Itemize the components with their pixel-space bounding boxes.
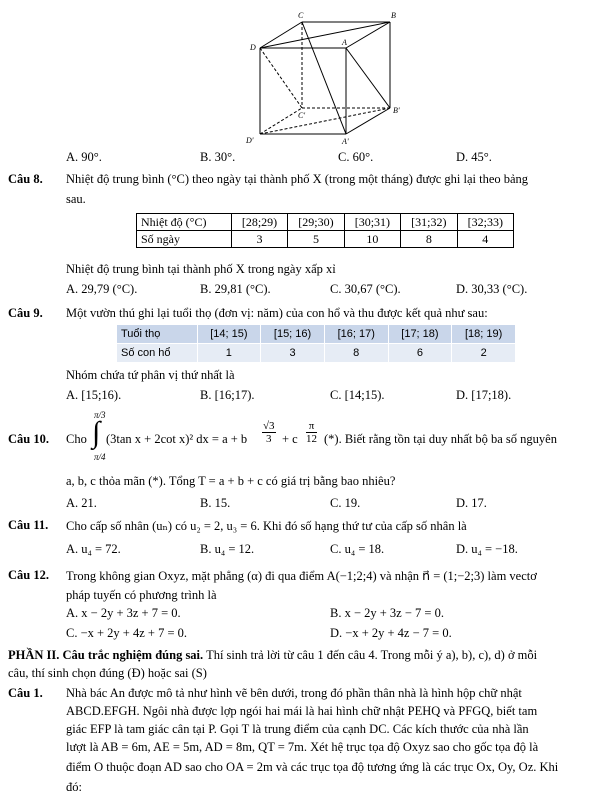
q10-option-c[interactable]: C. 19. <box>330 496 361 510</box>
q8-th-5: [32;33) <box>457 214 513 231</box>
q8-text-line1: Nhiệt độ trung bình (°C) theo ngày tại thành phố X (trong một tháng) được ghi lại theo bảng <box>66 172 529 186</box>
q10-tail: (*). Biết rằng tồn tại duy nhất bộ ba số nguyên <box>324 432 557 446</box>
p2q1-line-1: Nhà bác An được mô tả như hình vẽ bên dưới, trong đó phần thân nhà là hình hộp chữ nhật <box>66 686 522 700</box>
q9-table-header-row <box>117 325 516 344</box>
q9-th-5: [18; 19) <box>452 325 516 344</box>
q7-option-a[interactable]: A. 90°. <box>66 150 102 164</box>
q9-td-5: 2 <box>452 344 516 363</box>
p2q1-label: Câu 1. <box>8 686 43 700</box>
q10-option-b[interactable]: B. 15. <box>200 496 231 510</box>
p2q1-line-5: điểm O thuộc đoạn AD sao cho OA = 2m và các trục tọa độ tương ứng là các trục Ox, Oy, Oz. Khi <box>66 760 559 774</box>
q9-td-0: Số con hổ <box>117 344 198 363</box>
q8-table <box>136 213 514 248</box>
q10-frac-sqrt3-den: 3 <box>266 433 272 445</box>
label-c1: C' <box>298 111 306 120</box>
q9-th-0: Tuổi thọ <box>117 325 198 344</box>
q8-option-c[interactable]: C. 30,67 (°C). <box>330 282 401 296</box>
label-b: B <box>391 11 396 20</box>
diag-d1b1-hidden <box>260 108 390 134</box>
q8-option-b[interactable]: B. 29,81 (°C). <box>200 282 271 296</box>
q8-text-line2: sau. <box>66 192 86 206</box>
q9-td-4: 6 <box>388 344 452 363</box>
q9-table-data-row <box>117 344 516 363</box>
q10-plus-c: + c <box>282 432 298 446</box>
q10-frac-sqrt3-num: √3 <box>263 420 275 432</box>
label-a: A <box>342 38 347 47</box>
label-a1: A' <box>342 137 349 146</box>
part2-text2: câu, thí sinh chọn đúng (Đ) hoặc sai (S) <box>8 666 207 680</box>
q7-option-b[interactable]: B. 30°. <box>200 150 236 164</box>
cube-figure <box>238 8 418 150</box>
q10-cho: Cho <box>66 432 87 446</box>
label-d1: D' <box>246 136 254 145</box>
q8-th-2: [29;30) <box>288 214 344 231</box>
q11-label: Câu 11. <box>8 518 49 532</box>
q9-td-3: 8 <box>324 344 388 363</box>
q10-frac-pi-den: 12 <box>306 433 317 445</box>
q9-option-a[interactable]: A. [15;16). <box>66 388 122 402</box>
diag-ab1 <box>346 48 390 108</box>
q8-td-3: 10 <box>344 231 400 248</box>
q9-td-2: 3 <box>261 344 325 363</box>
q10-frac-pi-num: π <box>306 420 317 433</box>
q8-td-4: 8 <box>401 231 457 248</box>
q12-text-line1: Trong không gian Oxyz, mặt phẳng (α) đi qua điểm A(−1;2;4) và nhận n⃗ = (1;−2;3) làm vectơ <box>66 569 537 583</box>
q10-upper-limit: π/3 <box>94 410 106 420</box>
q8-th-4: [31;32) <box>401 214 457 231</box>
p2q1-line-3: giác EFP là tam giác cân tại P. Gọi T là trung điểm của cạnh DC. Các kích thước của nhà lần <box>66 722 529 736</box>
q9-question: Nhóm chứa tứ phân vị thứ nhất là <box>66 368 235 382</box>
q11-text: Cho cấp số nhân (uₙ) có u₂ = 2, u₃ = 6. Khi đó số hạng thứ tư của cấp số nhân là <box>66 519 467 533</box>
q12-option-a[interactable]: A. x − 2y + 3z + 7 = 0. <box>66 606 181 620</box>
q9-th-4: [17; 18) <box>388 325 452 344</box>
q9-text: Một vườn thú ghi lại tuổi thọ (đơn vị: năm) của con hổ và thu được kết quả như sau: <box>66 306 488 320</box>
q8-td-1: 3 <box>231 231 287 248</box>
q9-option-b[interactable]: B. [16;17). <box>200 388 255 402</box>
part2-heading: PHẦN II. Câu trắc nghiệm đúng sai. <box>8 648 204 662</box>
q9-th-3: [16; 17) <box>324 325 388 344</box>
q11-option-b[interactable]: B. u₄ = 12. <box>200 542 255 556</box>
q8-option-a[interactable]: A. 29,79 (°C). <box>66 282 138 296</box>
q8-th-1: [28;29) <box>231 214 287 231</box>
p2q1-line-6: đó: <box>66 780 82 794</box>
q10-frac-pi12 <box>306 420 317 445</box>
q8-td-5: 4 <box>457 231 513 248</box>
q10-frac-sqrt3 <box>262 420 276 445</box>
q12-text-line2: pháp tuyến có phương trình là <box>66 588 217 602</box>
diag-dc1-hidden <box>260 48 302 108</box>
q9-option-d[interactable]: D. [17;18). <box>456 388 512 402</box>
diag-ca1 <box>302 22 346 134</box>
q9-label: Câu 9. <box>8 306 43 320</box>
p2q1-line-2: ABCD.EFGH. Ngôi nhà được lợp ngói hai mái là hai hình chữ nhật PEHQ và PFGQ, biết tam <box>66 704 538 718</box>
q12-option-c[interactable]: C. −x + 2y + 4z + 7 = 0. <box>66 626 188 640</box>
label-b1: B' <box>393 106 400 115</box>
q8-table-data-row <box>137 231 514 248</box>
diag-db <box>260 22 390 48</box>
q11-option-c[interactable]: C. u₄ = 18. <box>330 542 385 556</box>
p2q1-line-4: lượt là AB = 6m, AE = 5m, AD = 8m, QT = 7m. Xét hệ trục tọa độ Oxyz sao cho gốc tọa độ là <box>66 740 539 754</box>
q7-option-d[interactable]: D. 45°. <box>456 150 492 164</box>
q11-option-d[interactable]: D. u₄ = −18. <box>456 542 518 556</box>
part2-text1: Thí sinh trả lời từ câu 1 đến câu 4. Trong mỗi ý a), b), c), d) ở mỗi <box>203 648 538 662</box>
q9-table <box>116 324 516 363</box>
q10-label: Câu 10. <box>8 432 49 446</box>
q8-table-header-row <box>137 214 514 231</box>
q12-option-b[interactable]: B. x − 2y + 3z − 7 = 0. <box>330 606 444 620</box>
q10-option-a[interactable]: A. 21. <box>66 496 97 510</box>
part2-intro-line1 <box>8 648 537 663</box>
integral-sign: ∫ <box>92 416 101 449</box>
q8-td-2: 5 <box>288 231 344 248</box>
q12-label: Câu 12. <box>8 568 49 582</box>
q8-option-d[interactable]: D. 30,33 (°C). <box>456 282 528 296</box>
label-c: C <box>298 11 304 20</box>
q8-th-3: [30;31) <box>344 214 400 231</box>
q8-label: Câu 8. <box>8 172 43 186</box>
label-d: D <box>250 43 256 52</box>
q8-th-0: Nhiệt độ (°C) <box>137 214 232 231</box>
q10-lower-limit: π/4 <box>94 452 106 462</box>
q10-option-d[interactable]: D. 17. <box>456 496 487 510</box>
q8-td-0: Số ngày <box>137 231 232 248</box>
q7-option-c[interactable]: C. 60°. <box>338 150 374 164</box>
q9-option-c[interactable]: C. [14;15). <box>330 388 385 402</box>
q9-td-1: 1 <box>197 344 261 363</box>
q12-option-d[interactable]: D. −x + 2y + 4z − 7 = 0. <box>330 626 452 640</box>
q9-th-2: [15; 16) <box>261 325 325 344</box>
q11-option-a[interactable]: A. u₄ = 72. <box>66 542 121 556</box>
q10-integrand: (3tan x + 2cot x)² dx = a + b <box>106 432 248 446</box>
q9-th-1: [14; 15) <box>197 325 261 344</box>
q8-question: Nhiệt độ trung bình tại thành phố X trong ngày xấp xỉ <box>66 262 336 276</box>
q10-line2: a, b, c thỏa mãn (*). Tổng T = a + b + c có giá trị bằng bao nhiêu? <box>66 474 396 488</box>
